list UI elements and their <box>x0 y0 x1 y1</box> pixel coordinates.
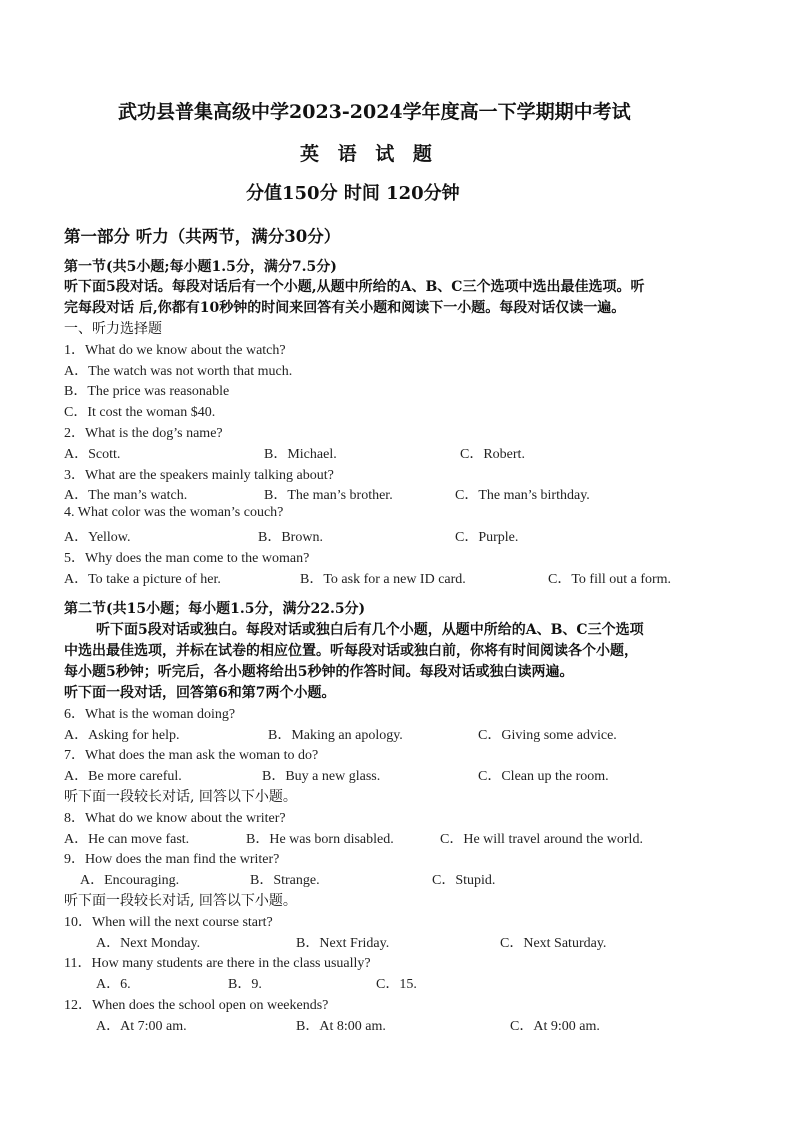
question-7-option-b: B．Buy a new glass. <box>262 769 381 784</box>
question-8-stem: 8．What do we know about the writer? <box>64 811 286 826</box>
question-6-option-b: B．Making an apology. <box>268 728 403 743</box>
question-3-option-a: A．The man’s watch. <box>64 488 188 503</box>
group2-intro: 听下面一段较长对话, 回答以下小题。 <box>64 789 297 805</box>
exam-title: 武功县普集高级中学2023-2024学年度高一下学期期中考试 <box>118 101 631 123</box>
question-7-option-a: A．Be more careful. <box>64 769 182 784</box>
question-8-option-b: B．He was born disabled. <box>246 832 394 847</box>
group1-intro: 听下面一段对话，回答第6和第7两个小题。 <box>64 685 336 701</box>
question-11-stem: 11．How many students are there in the class usually? <box>64 956 371 971</box>
part1-heading: 第一部分 听力（共两节，满分30分） <box>64 227 341 246</box>
question-12-option-a: A．At 7:00 am. <box>96 1019 187 1034</box>
question-1-stem: 1．What do we know about the watch? <box>64 343 286 358</box>
question-7-stem: 7．What does the man ask the woman to do? <box>64 748 319 763</box>
section1-instructions-2: 完每段对话 后,你都有10秒钟的时间来回答有关小题和阅读下一小题。每段对话仅读一遍。 <box>64 300 626 316</box>
question-9-option-b: B．Strange. <box>250 873 320 888</box>
question-8-option-c: C．He will travel around the world. <box>440 832 643 847</box>
group3-intro: 听下面一段较长对话, 回答以下小题。 <box>64 893 297 909</box>
question-1-option-c: C．It cost the woman $40. <box>64 405 216 420</box>
question-1-option-b: B．The price was reasonable <box>64 384 230 399</box>
question-12-stem: 12．When does the school open on weekends? <box>64 998 329 1013</box>
section2-heading: 第二节(共15小题；每小题1.5分，满分22.5分) <box>64 601 366 617</box>
question-2-option-a: A．Scott. <box>64 447 121 462</box>
question-9-option-a: A．Encouraging. <box>80 873 180 888</box>
question-1-option-a: A．The watch was not worth that much. <box>64 364 293 379</box>
question-2-option-c: C．Robert. <box>460 447 525 462</box>
section1-subheading: 一、听力选择题 <box>64 321 162 337</box>
question-6-option-c: C．Giving some advice. <box>478 728 617 743</box>
question-4-option-c: C．Purple. <box>455 530 519 545</box>
question-11-option-c: C．15. <box>376 977 417 992</box>
question-2-stem: 2．What is the dog’s name? <box>64 426 223 441</box>
question-10-option-c: C．Next Saturday. <box>500 936 607 951</box>
section2-instructions-3: 每小题5秒钟；听完后，各小题将给出5秒钟的作答时间。每段对话或独白读两遍。 <box>64 664 574 680</box>
question-12-option-b: B．At 8:00 am. <box>296 1019 386 1034</box>
question-5-option-b: B．To ask for a new ID card. <box>300 572 466 587</box>
question-7-option-c: C．Clean up the room. <box>478 769 609 784</box>
question-10-stem: 10．When will the next course start? <box>64 915 273 930</box>
question-4-option-b: B．Brown. <box>258 530 323 545</box>
question-12-option-c: C．At 9:00 am. <box>510 1019 600 1034</box>
question-3-option-b: B．The man’s brother. <box>264 488 393 503</box>
question-5-option-a: A．To take a picture of her. <box>64 572 221 587</box>
score-time: 分值150分 时间 120分钟 <box>246 183 460 204</box>
question-11-option-b: B．9. <box>228 977 262 992</box>
question-4-option-a: A．Yellow. <box>64 530 131 545</box>
question-5-option-c: C．To fill out a form. <box>548 572 672 587</box>
question-8-option-a: A．He can move fast. <box>64 832 190 847</box>
section2-instructions-1: 听下面5段对话或独白。每段对话或独白后有几个小题，从题中所给的A、B、C三个选项 <box>96 622 644 638</box>
question-9-option-c: C．Stupid. <box>432 873 496 888</box>
subject-title: 英 语 试 题 <box>300 143 438 165</box>
question-10-option-b: B．Next Friday. <box>296 936 390 951</box>
question-4-stem: 4. What color was the woman’s couch? <box>64 505 284 520</box>
question-10-option-a: A．Next Monday. <box>96 936 201 951</box>
section1-heading: 第一节(共5小题;每小题1.5分，满分7.5分) <box>64 259 337 275</box>
section2-instructions-2: 中选出最佳选项，并标在试卷的相应位置。听每段对话或独白前，你将有时间阅读各个小题， <box>64 643 638 659</box>
question-11-option-a: A．6. <box>96 977 131 992</box>
question-5-stem: 5．Why does the man come to the woman? <box>64 551 310 566</box>
question-3-option-c: C．The man’s birthday. <box>455 488 590 503</box>
section1-instructions-1: 听下面5段对话。每段对话后有一个小题,从题中所给的A、B、C三个选项中选出最佳选项。听 <box>64 279 645 295</box>
question-3-stem: 3．What are the speakers mainly talking about? <box>64 468 334 483</box>
question-6-stem: 6．What is the woman doing? <box>64 707 236 722</box>
question-2-option-b: B．Michael. <box>264 447 337 462</box>
question-6-option-a: A．Asking for help. <box>64 728 180 743</box>
question-9-stem: 9．How does the man find the writer? <box>64 852 280 867</box>
